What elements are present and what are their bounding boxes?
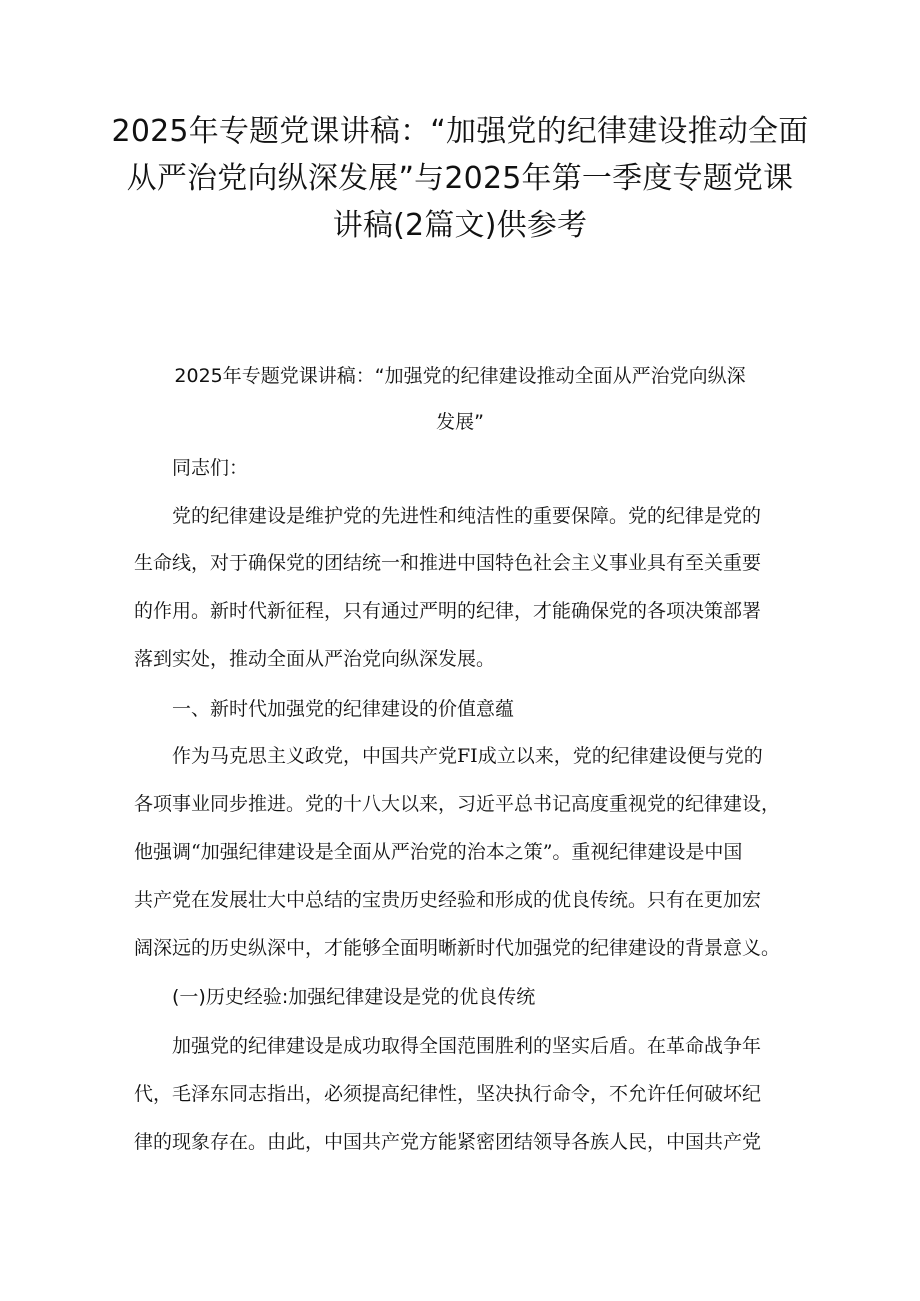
section-title-line: 发展” xyxy=(436,411,484,433)
paragraph-line: 作为马克思主义政党，中国共产党FI成立以来，党的纪律建设便与党的 xyxy=(172,745,763,767)
subsection-heading: (一)历史经验:加强纪律建设是党的优良传统 xyxy=(172,986,536,1008)
section-title xyxy=(110,353,810,445)
paragraph-line: 落到实处，推动全面从严治党向纵深发展。 xyxy=(134,648,496,670)
document-title-line: 讲稿(2篇文)供参考 xyxy=(332,208,588,243)
paragraph-line: 阔深远的历史纵深中，才能够全面明晰新时代加强党的纪律建设的背景意义。 xyxy=(134,937,781,959)
section-heading: 一、新时代加强党的纪律建设的价值意蕴 xyxy=(172,698,515,720)
paragraph-line: 律的现象存在。由此，中国共产党方能紧密团结领导各族人民，中国共产党 xyxy=(134,1131,762,1153)
paragraph-line: 他强调“加强纪律建设是全面从严治党的治本之策”。重视纪律建设是中国 xyxy=(134,841,743,863)
document-title-line: 2025年专题党课讲稿：“加强党的纪律建设推动全面 xyxy=(111,114,809,149)
paragraph-line: 的作用。新时代新征程，只有通过严明的纪律，才能确保党的各项决策部署 xyxy=(134,600,762,622)
paragraph-line: 代，毛泽东同志指出，必须提高纪律性，坚决执行命令，不允许任何破坏纪 xyxy=(134,1083,762,1105)
paragraph-line: 共产党在发展壮大中总结的宝贵历史经验和形成的优良传统。只有在更加宏 xyxy=(134,889,762,911)
paragraph-line: 生命线，对于确保党的团结统一和推进中国特色社会主义事业具有至关重要 xyxy=(134,552,762,574)
salutation: 同志们： xyxy=(172,457,249,479)
paragraph-line: 党的纪律建设是维护党的先进性和纯洁性的重要保障。党的纪律是党的 xyxy=(172,505,762,527)
paragraph-line: 各项事业同步推进。党的十八大以来，习近平总书记高度重视党的纪律建设， xyxy=(134,793,781,815)
document-title-line: 从严治党向纵深发展”与2025年第一季度专题党课 xyxy=(126,161,794,196)
document-title xyxy=(70,108,850,249)
section-title-line: 2025年专题党课讲稿：“加强党的纪律建设推动全面从严治党向纵深 xyxy=(174,365,746,387)
paragraph-line: 加强党的纪律建设是成功取得全国范围胜利的坚实后盾。在革命战争年 xyxy=(172,1035,762,1057)
